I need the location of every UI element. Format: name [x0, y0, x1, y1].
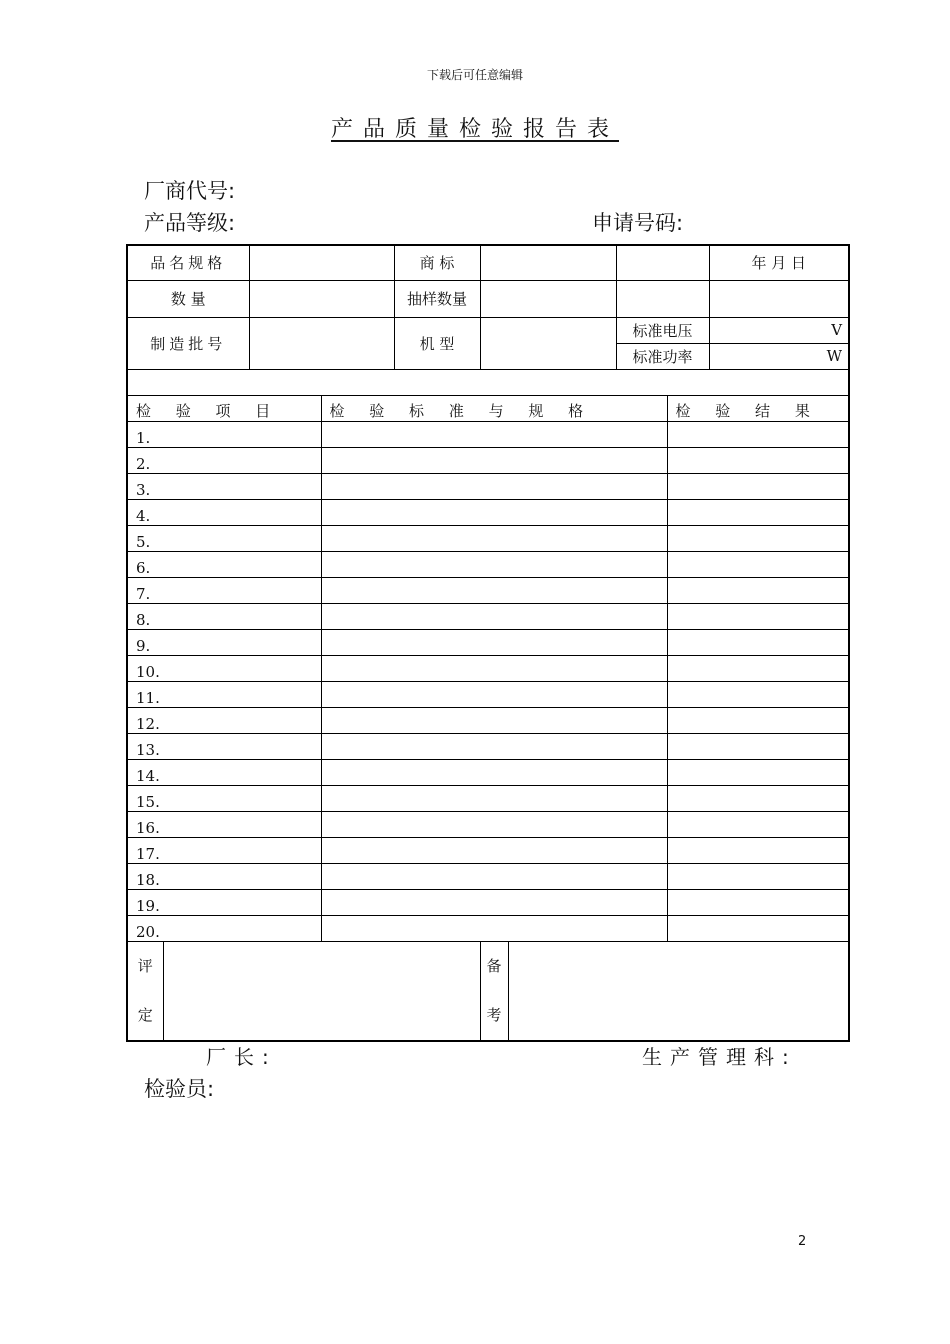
trademark-label: 商 标 — [394, 245, 480, 280]
inspection-standard-cell[interactable] — [321, 889, 667, 915]
inspection-standard-cell[interactable] — [321, 759, 667, 785]
inspection-result-cell[interactable] — [667, 759, 849, 785]
quantity-label: 数 量 — [127, 280, 249, 317]
header-note: 下载后可任意编辑 — [426, 68, 523, 82]
page-number: 2 — [798, 1234, 807, 1249]
inspection-standard-cell[interactable] — [321, 603, 667, 629]
production-mgmt-label: 生产管理科: — [642, 1045, 797, 1069]
product-spec-value[interactable] — [249, 245, 394, 280]
trademark-value[interactable] — [480, 245, 616, 280]
inspection-row — [127, 785, 849, 811]
sample-qty-value[interactable] — [480, 280, 616, 317]
remarks-label-1: 备 — [486, 956, 502, 975]
page-title — [0, 112, 950, 143]
inspection-row — [127, 759, 849, 785]
inspection-item-cell[interactable]: 9. — [127, 629, 321, 655]
inspection-standard-cell[interactable] — [321, 473, 667, 499]
inspection-result-cell[interactable] — [667, 447, 849, 473]
inspection-row — [127, 733, 849, 759]
inspection-standard-cell[interactable] — [321, 733, 667, 759]
inspection-result-cell[interactable] — [667, 889, 849, 915]
inspection-row — [127, 577, 849, 603]
inspection-standard-cell[interactable] — [321, 629, 667, 655]
inspection-result-cell[interactable] — [667, 681, 849, 707]
inspection-result-cell[interactable] — [667, 863, 849, 889]
inspection-row — [127, 915, 849, 941]
inspection-row — [127, 473, 849, 499]
inspection-result-cell[interactable] — [667, 577, 849, 603]
inspection-item-cell[interactable]: 14. — [127, 759, 321, 785]
inspection-row — [127, 421, 849, 447]
inspection-row — [127, 681, 849, 707]
inspection-standard-cell[interactable] — [321, 577, 667, 603]
inspection-row — [127, 603, 849, 629]
title-text: 产品质量检验报告表 — [330, 117, 619, 142]
inspector-label: 检验员: — [144, 1077, 215, 1101]
inspection-row — [127, 629, 849, 655]
inspection-standard-cell[interactable] — [321, 707, 667, 733]
blank-cell-3[interactable] — [709, 280, 849, 317]
remarks-field[interactable] — [508, 941, 849, 1041]
inspection-item-cell[interactable]: 10. — [127, 655, 321, 681]
inspection-row — [127, 707, 849, 733]
evaluation-label-2: 定 — [137, 1005, 153, 1024]
inspection-item-cell[interactable]: 19. — [127, 889, 321, 915]
inspection-result-cell[interactable] — [667, 837, 849, 863]
inspection-standard-cell[interactable] — [321, 655, 667, 681]
std-voltage-label: 标准电压 — [616, 317, 709, 343]
col-header-item: 检 验 项 目 — [127, 395, 321, 421]
inspection-item-cell[interactable]: 17. — [127, 837, 321, 863]
inspection-item-cell[interactable]: 5. — [127, 525, 321, 551]
inspection-standard-cell[interactable] — [321, 811, 667, 837]
inspection-row — [127, 837, 849, 863]
inspection-row — [127, 499, 849, 525]
inspection-result-cell[interactable] — [667, 499, 849, 525]
power-value[interactable]: W — [709, 343, 849, 369]
inspection-result-cell[interactable] — [667, 629, 849, 655]
separator-row — [127, 369, 849, 395]
voltage-value[interactable]: V — [709, 317, 849, 343]
inspection-result-cell[interactable] — [667, 603, 849, 629]
inspection-row — [127, 655, 849, 681]
inspection-item-cell[interactable]: 2. — [127, 447, 321, 473]
evaluation-label-1: 评 — [137, 956, 153, 975]
quantity-value[interactable] — [249, 280, 394, 317]
inspection-row — [127, 889, 849, 915]
inspection-result-cell[interactable] — [667, 551, 849, 577]
inspection-item-cell[interactable]: 12. — [127, 707, 321, 733]
inspection-item-cell[interactable]: 7. — [127, 577, 321, 603]
inspection-standard-cell[interactable] — [321, 447, 667, 473]
inspection-result-cell[interactable] — [667, 785, 849, 811]
inspection-result-cell[interactable] — [667, 421, 849, 447]
col-header-result: 检 验 结 果 — [667, 395, 849, 421]
inspection-row — [127, 525, 849, 551]
inspection-row — [127, 811, 849, 837]
inspection-item-cell[interactable]: 18. — [127, 863, 321, 889]
inspection-standard-cell[interactable] — [321, 863, 667, 889]
vendor-code-label: 厂商代号: — [144, 179, 236, 203]
remarks-label — [480, 941, 508, 1041]
inspection-row — [127, 551, 849, 577]
inspection-standard-cell[interactable] — [321, 837, 667, 863]
inspection-item-cell[interactable]: 8. — [127, 603, 321, 629]
inspection-result-cell[interactable] — [667, 811, 849, 837]
col-header-standard: 检 验 标 准 与 规 格 — [321, 395, 667, 421]
date-field[interactable]: 年 月 日 — [709, 245, 849, 280]
factory-director-label: 厂长: — [206, 1045, 277, 1069]
inspection-standard-cell[interactable] — [321, 915, 667, 941]
inspection-row — [127, 447, 849, 473]
std-power-label: 标准功率 — [616, 343, 709, 369]
inspection-item-cell[interactable]: 16. — [127, 811, 321, 837]
inspection-item-cell[interactable]: 3. — [127, 473, 321, 499]
product-grade-label: 产品等级: — [144, 211, 236, 235]
batch-no-value[interactable] — [249, 317, 394, 369]
inspection-standard-cell[interactable] — [321, 499, 667, 525]
inspection-result-cell[interactable] — [667, 473, 849, 499]
inspection-standard-cell[interactable] — [321, 551, 667, 577]
inspection-item-cell[interactable]: 13. — [127, 733, 321, 759]
inspection-item-cell[interactable]: 6. — [127, 551, 321, 577]
inspection-item-cell[interactable]: 1. — [127, 421, 321, 447]
product-spec-label: 品名规格 — [127, 245, 249, 280]
evaluation-label — [127, 941, 163, 1041]
inspection-result-cell[interactable] — [667, 525, 849, 551]
blank-cell-2[interactable] — [616, 280, 709, 317]
inspection-standard-cell[interactable] — [321, 525, 667, 551]
sample-qty-label: 抽样数量 — [394, 280, 480, 317]
inspection-result-cell[interactable] — [667, 707, 849, 733]
model-value[interactable] — [480, 317, 616, 369]
inspection-item-cell[interactable]: 4. — [127, 499, 321, 525]
inspection-standard-cell[interactable] — [321, 785, 667, 811]
inspection-item-cell[interactable]: 20. — [127, 915, 321, 941]
inspection-item-cell[interactable]: 15. — [127, 785, 321, 811]
application-no-label: 申请号码: — [592, 211, 684, 235]
inspection-result-cell[interactable] — [667, 655, 849, 681]
model-label: 机 型 — [394, 317, 480, 369]
batch-no-label: 制造批号 — [127, 317, 249, 369]
inspection-rows — [127, 421, 849, 941]
inspection-result-cell[interactable] — [667, 915, 849, 941]
inspection-item-cell[interactable]: 11. — [127, 681, 321, 707]
inspection-standard-cell[interactable] — [321, 681, 667, 707]
inspection-form-table — [126, 244, 850, 1042]
inspection-row — [127, 863, 849, 889]
inspection-standard-cell[interactable] — [321, 421, 667, 447]
evaluation-field[interactable] — [163, 941, 480, 1041]
blank-cell-1[interactable] — [616, 245, 709, 280]
inspection-result-cell[interactable] — [667, 733, 849, 759]
remarks-label-2: 考 — [486, 1005, 502, 1024]
